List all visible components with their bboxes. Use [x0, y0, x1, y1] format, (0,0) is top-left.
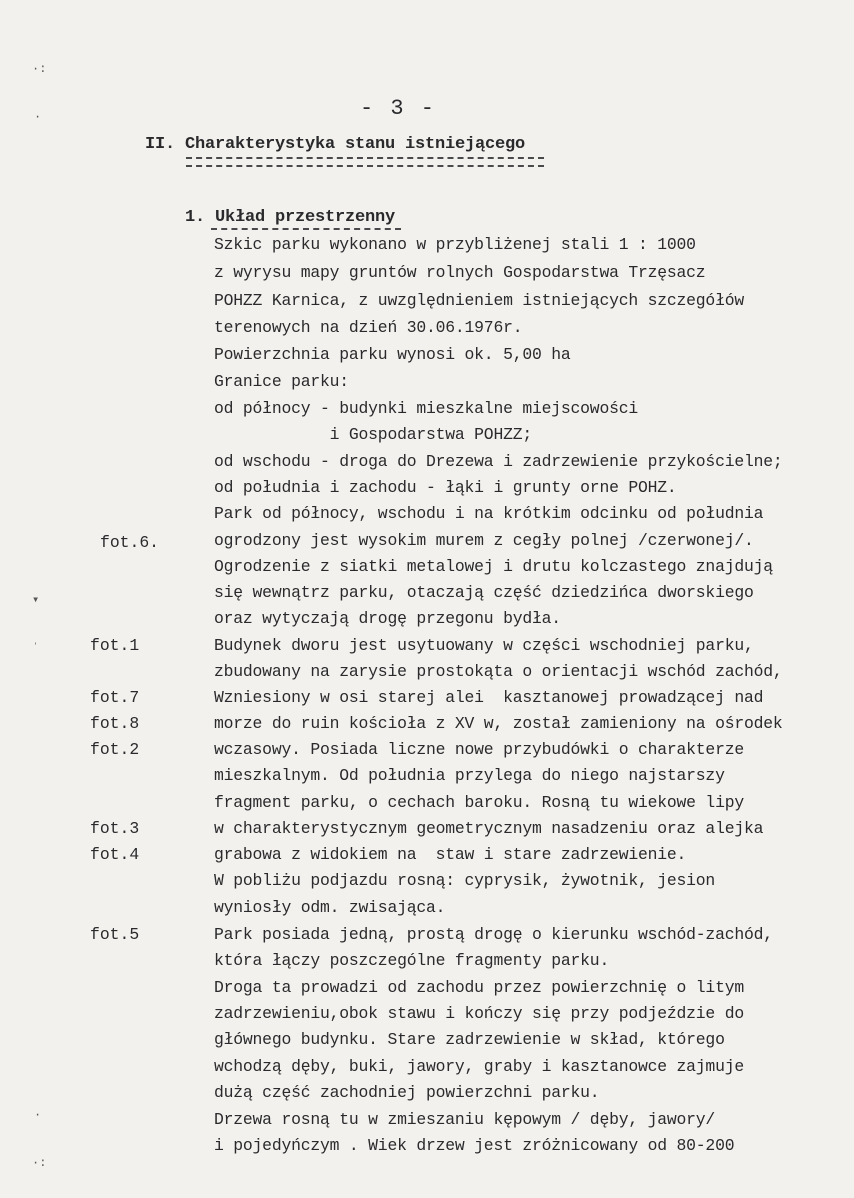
- body-line: ogrodzony jest wysokim murem z cegły polnej /czerwonej/.: [214, 531, 754, 550]
- body-line: się wewnątrz parku, otaczają część dziedzińca dworskiego: [214, 583, 754, 602]
- body-line: Park posiada jedną, prostą drogę o kierunku wschód-zachód,: [214, 925, 773, 944]
- body-line: Drzewa rosną tu w zmieszaniu kępowym / dęby, jawory/: [214, 1110, 716, 1129]
- body-line: i Gospodarstwa POHZZ;: [214, 425, 532, 444]
- margin-note-photo: fot.3: [90, 819, 140, 838]
- section-underline: [211, 228, 401, 230]
- body-line: Granice parku:: [214, 372, 349, 391]
- body-line: Droga ta prowadzi od zachodu przez powierzchnię o litym: [214, 978, 744, 997]
- body-line: oraz wytyczają drogę przegonu bydła.: [214, 609, 561, 628]
- edge-mark: ·:: [32, 62, 47, 76]
- edge-mark: ·: [34, 110, 42, 124]
- body-line: POHZZ Karnica, z uwzględnieniem istniejących szczegółów: [214, 291, 744, 310]
- body-line: od wschodu - droga do Drezewa i zadrzewienie przykościelne;: [214, 452, 783, 471]
- margin-note-photo: fot.4: [90, 845, 140, 864]
- body-line: Szkic parku wykonano w przybliżenej stali 1 : 1000: [214, 235, 696, 254]
- body-line: W pobliżu podjazdu rosną: cyprysik, żywotnik, jesion: [214, 871, 716, 890]
- body-line: morze do ruin kościoła z XV w, został zamieniony na ośrodek: [214, 714, 783, 733]
- body-line: fragment parku, o cechach baroku. Rosną tu wiekowe lipy: [214, 793, 744, 812]
- body-line: terenowych na dzień 30.06.1976r.: [214, 318, 523, 337]
- body-line: od południa i zachodu - łąki i grunty orne POHZ.: [214, 478, 677, 497]
- body-line: zbudowany na zarysie prostokąta o orientacji wschód zachód,: [214, 662, 783, 681]
- body-line: Park od północy, wschodu i na krótkim odcinku od południa: [214, 504, 764, 523]
- body-line: Wzniesiony w osi starej alei kasztanowej prowadzącej nad: [214, 688, 764, 707]
- body-line: wchodzą dęby, buki, jawory, graby i kasztanowce zajmuje: [214, 1057, 744, 1076]
- edge-mark: ·: [34, 1108, 42, 1122]
- title-underline: [186, 157, 544, 167]
- body-line: z wyrysu mapy gruntów rolnych Gospodarstwa Trzęsacz: [214, 263, 706, 282]
- body-line: Budynek dworu jest usytuowany w części wschodniej parku,: [214, 636, 754, 655]
- body-line: zadrzewieniu,obok stawu i kończy się przy podjeździe do: [214, 1004, 744, 1023]
- margin-note-photo: fot.6.: [100, 533, 160, 552]
- body-line: głównego budynku. Stare zadrzewienie w skład, którego: [214, 1030, 725, 1049]
- body-line: Powierzchnia parku wynosi ok. 5,00 ha: [214, 345, 571, 364]
- page-title: II. Charakterystyka stanu istniejącego: [145, 135, 526, 154]
- body-line: która łączy poszczególne fragmenty parku.: [214, 951, 610, 970]
- margin-note-photo: fot.7: [90, 688, 140, 707]
- body-line: wyniosły odm. zwisająca.: [214, 898, 446, 917]
- edge-mark: ˌ: [32, 632, 40, 646]
- body-line: grabowa z widokiem na staw i stare zadrzewienie.: [214, 845, 687, 864]
- body-line: mieszkalnym. Od południa przylega do niego najstarszy: [214, 766, 725, 785]
- margin-note-photo: fot.2: [90, 740, 140, 759]
- margin-note-photo: fot.1: [90, 636, 140, 655]
- margin-note-photo: fot.8: [90, 714, 140, 733]
- body-line: wczasowy. Posiada liczne nowe przybudówki o charakterze: [214, 740, 744, 759]
- body-line: Ogrodzenie z siatki metalowej i drutu kolczastego znajdują: [214, 557, 773, 576]
- edge-mark: ·:: [32, 1156, 47, 1170]
- body-line: od północy - budynki mieszkalne miejscowości: [214, 399, 638, 418]
- page-number: - 3 -: [360, 96, 437, 121]
- body-line: i pojedyńczym . Wiek drzew jest zróżnicowany od 80-200: [214, 1136, 735, 1155]
- body-line: dużą część zachodniej powierzchni parku.: [214, 1083, 600, 1102]
- edge-mark: ▾: [32, 593, 40, 607]
- body-line: w charakterystycznym geometrycznym nasadzeniu oraz alejka: [214, 819, 764, 838]
- section-heading: 1. Układ przestrzenny: [185, 208, 396, 227]
- margin-note-photo: fot.5: [90, 925, 140, 944]
